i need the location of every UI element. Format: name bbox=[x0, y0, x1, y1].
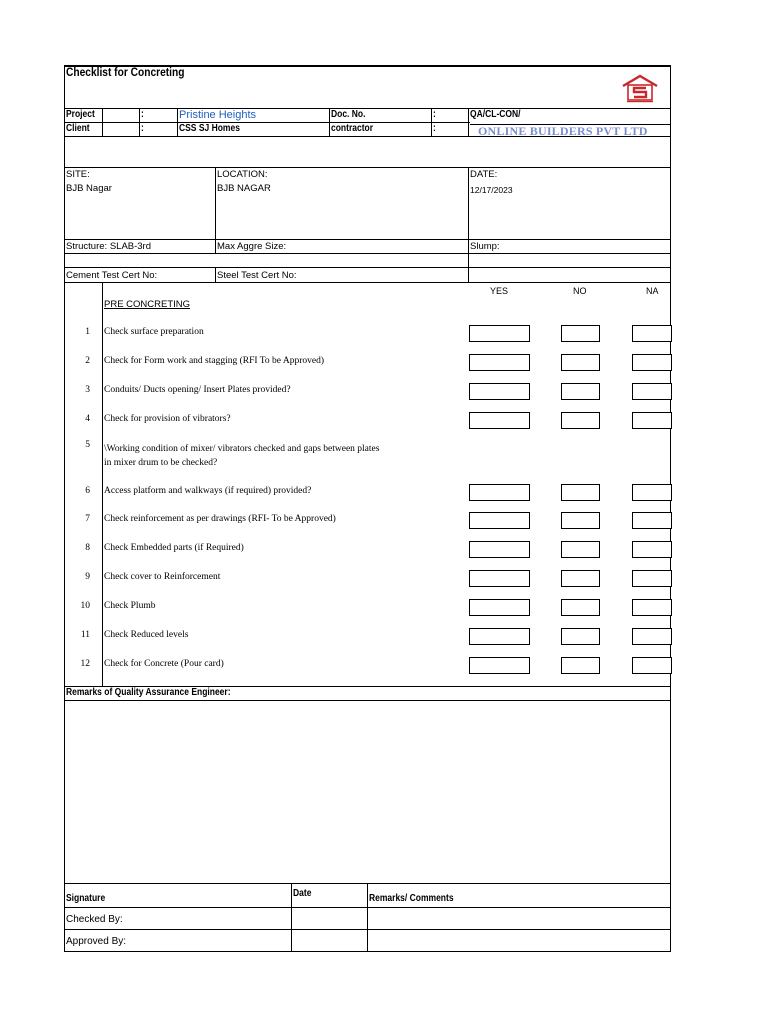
item-number: 1 bbox=[85, 327, 90, 337]
checked-by-label: Checked By: bbox=[66, 914, 123, 925]
no-checkbox[interactable] bbox=[561, 484, 600, 501]
item-text: Access platform and walkways (if required) provided? bbox=[104, 486, 312, 496]
yes-checkbox[interactable] bbox=[469, 657, 530, 674]
location-value: BJB NAGAR bbox=[217, 183, 271, 194]
item-text: Check for Form work and stagging (RFI To be Approved) bbox=[104, 356, 325, 366]
yes-checkbox[interactable] bbox=[469, 354, 530, 371]
item-number: 10 bbox=[80, 601, 90, 611]
item-text-line2: in mixer drum to be checked? bbox=[104, 458, 218, 468]
na-checkbox[interactable] bbox=[632, 484, 672, 501]
na-checkbox[interactable] bbox=[632, 657, 672, 674]
project-value: Pristine Heights bbox=[179, 109, 257, 121]
date-label: DATE: bbox=[470, 169, 498, 180]
item-number: 5 bbox=[85, 440, 90, 450]
yes-checkbox[interactable] bbox=[469, 628, 530, 645]
remarks-label: Remarks of Quality Assurance Engineer: bbox=[66, 687, 231, 698]
yes-checkbox[interactable] bbox=[469, 484, 530, 501]
na-checkbox[interactable] bbox=[632, 412, 672, 429]
site-value: BJB Nagar bbox=[66, 183, 112, 194]
na-checkbox[interactable] bbox=[632, 354, 672, 371]
yes-checkbox[interactable] bbox=[469, 412, 530, 429]
contractor-value: ONLINE BUILDERS PVT LTD bbox=[478, 124, 648, 138]
item-text: Check surface preparation bbox=[104, 327, 204, 337]
contractor-colon: : bbox=[433, 123, 436, 134]
document-title: Checklist for Concreting bbox=[66, 65, 185, 79]
item-number: 3 bbox=[85, 385, 90, 395]
location-label: LOCATION: bbox=[217, 169, 268, 180]
no-checkbox[interactable] bbox=[561, 512, 600, 529]
item-number: 12 bbox=[80, 659, 90, 669]
client-colon: : bbox=[141, 123, 144, 134]
doc-no-value: QA/CL-CON/ bbox=[470, 109, 521, 120]
na-checkbox[interactable] bbox=[632, 599, 672, 616]
na-checkbox[interactable] bbox=[632, 570, 672, 587]
item-text: Check Plumb bbox=[104, 601, 156, 611]
project-colon: : bbox=[141, 109, 144, 120]
approved-by-label: Approved By: bbox=[66, 936, 127, 947]
yes-column-header: YES bbox=[490, 286, 509, 296]
signature-label: Signature bbox=[66, 893, 106, 904]
na-checkbox[interactable] bbox=[632, 512, 672, 529]
na-column-header: NA bbox=[646, 286, 659, 296]
steel-cert-label: Steel Test Cert No: bbox=[217, 270, 297, 281]
no-checkbox[interactable] bbox=[561, 541, 600, 558]
doc-no-colon: : bbox=[433, 109, 436, 120]
project-label: Project bbox=[66, 109, 95, 120]
item-number: 6 bbox=[85, 486, 90, 496]
no-checkbox[interactable] bbox=[561, 657, 600, 674]
item-number: 7 bbox=[85, 514, 90, 524]
yes-checkbox[interactable] bbox=[469, 541, 530, 558]
item-text: Check Embedded parts (if Required) bbox=[104, 543, 244, 553]
item-text: Check Reduced levels bbox=[104, 630, 189, 640]
item-text: Check for provision of vibrators? bbox=[104, 414, 231, 424]
date-value: 12/17/2023 bbox=[470, 185, 513, 195]
section-title: PRE CONCRETING bbox=[104, 299, 191, 310]
yes-checkbox[interactable] bbox=[469, 383, 530, 400]
no-checkbox[interactable] bbox=[561, 354, 600, 371]
item-number: 2 bbox=[85, 356, 90, 366]
no-checkbox[interactable] bbox=[561, 570, 600, 587]
structure-label: Structure: SLAB-3rd bbox=[66, 241, 152, 252]
item-text: Conduits/ Ducts opening/ Insert Plates provided? bbox=[104, 385, 291, 395]
item-text: \Working condition of mixer/ vibrators checked and gaps between plates bbox=[104, 444, 380, 454]
item-text: Check for Concrete (Pour card) bbox=[104, 659, 224, 669]
cement-cert-label: Cement Test Cert No: bbox=[66, 270, 158, 281]
signature-remarks-label: Remarks/ Comments bbox=[369, 893, 454, 904]
signature-date-label: Date bbox=[293, 888, 312, 899]
no-checkbox[interactable] bbox=[561, 325, 600, 342]
no-checkbox[interactable] bbox=[561, 628, 600, 645]
na-checkbox[interactable] bbox=[632, 541, 672, 558]
no-checkbox[interactable] bbox=[561, 599, 600, 616]
na-checkbox[interactable] bbox=[632, 325, 672, 342]
doc-no-label: Doc. No. bbox=[331, 109, 366, 120]
slump-label: Slump: bbox=[470, 241, 500, 252]
na-checkbox[interactable] bbox=[632, 383, 672, 400]
yes-checkbox[interactable] bbox=[469, 512, 530, 529]
no-checkbox[interactable] bbox=[561, 412, 600, 429]
item-number: 9 bbox=[85, 572, 90, 582]
contractor-label: contractor bbox=[331, 123, 374, 134]
item-number: 8 bbox=[85, 543, 90, 553]
item-number: 11 bbox=[80, 630, 90, 640]
no-checkbox[interactable] bbox=[561, 383, 600, 400]
company-logo-icon bbox=[621, 74, 659, 104]
client-label: Client bbox=[66, 123, 90, 134]
item-text: Check cover to Reinforcement bbox=[104, 572, 221, 582]
yes-checkbox[interactable] bbox=[469, 325, 530, 342]
item-number: 4 bbox=[85, 414, 90, 424]
remarks-area[interactable] bbox=[65, 701, 670, 883]
yes-checkbox[interactable] bbox=[469, 570, 530, 587]
client-value: CSS SJ Homes bbox=[179, 123, 240, 134]
na-checkbox[interactable] bbox=[632, 628, 672, 645]
max-aggre-label: Max Aggre Size: bbox=[217, 241, 287, 252]
item-text: Check reinforcement as per drawings (RFI- To be Approved) bbox=[104, 514, 336, 524]
site-label: SITE: bbox=[66, 169, 90, 180]
no-column-header: NO bbox=[573, 286, 587, 296]
yes-checkbox[interactable] bbox=[469, 599, 530, 616]
